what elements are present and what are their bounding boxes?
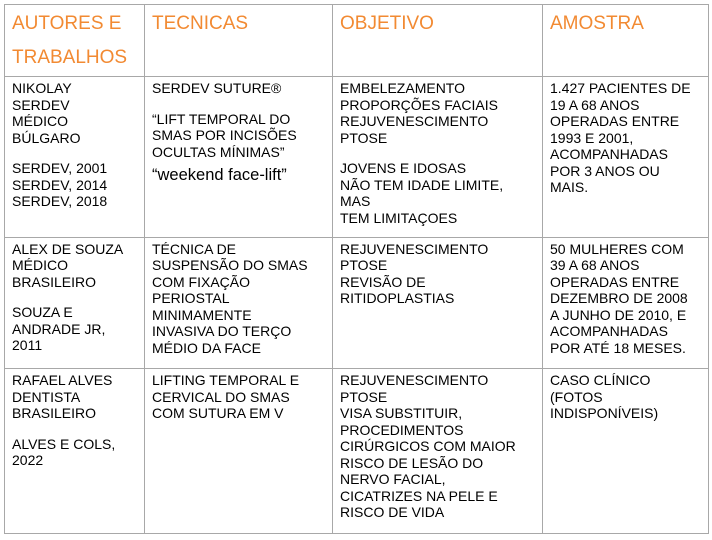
cell-autores [5, 77, 145, 237]
comparison-table [4, 4, 709, 534]
cell-objetivo [333, 369, 543, 534]
cell-objetivo [333, 77, 543, 237]
objective-goals: REJUVENESCIMENTO PTOSE REVISÃO DE RITIDOPLASTIAS [340, 240, 489, 306]
header-autores-label: AUTORES E TRABALHOS [12, 13, 128, 68]
objective-notes: JOVENS E IDOSAS NÃO TEM IDADE LIMITE, MAS TEM LIMITAÇOES [340, 160, 504, 226]
header-row [5, 5, 709, 77]
technique-description: TÉCNICA DE SUSPENSÃO DO SMAS COM FIXAÇÃO PERIOSTAL MINIMAMENTE INVASIVA DO TERÇO MÉDIO DA FACE [152, 240, 308, 356]
table-row [5, 237, 709, 369]
objective-goals: EMBELEZAMENTO PROPORÇÕES FACIAIS REJUVENESCIMENTO PTOSE [340, 80, 498, 146]
sample-description: 1.427 PACIENTES DE 19 A 68 ANOS OPERADAS ENTRE 1993 E 2001, ACOMPANHADAS POR 3 ANOS OU MAIS. [550, 80, 691, 196]
cell-tecnicas [145, 369, 333, 534]
author-refs: SOUZA E ANDRADE JR, 2011 [12, 304, 106, 353]
header-objetivo-label: OBJETIVO [340, 13, 434, 34]
cell-objetivo [333, 237, 543, 369]
header-tecnicas [145, 5, 333, 77]
objective-goals: REJUVENESCIMENTO PTOSE VISA SUBSTITUIR, PROCEDIMENTOS CIRÚRGICOS COM MAIOR RISCO DE LESÃO DO NERVO FACIAL, CICATRIZES NA PELE E RISCO DE VIDA [340, 372, 516, 521]
cell-amostra [543, 369, 709, 534]
cell-amostra [543, 77, 709, 237]
header-tecnicas-label: TECNICAS [152, 13, 249, 34]
cell-tecnicas [145, 237, 333, 369]
technique-nickname: “weekend face-lift” [152, 166, 287, 185]
cell-tecnicas [145, 77, 333, 237]
cell-autores [5, 237, 145, 369]
sample-description: 50 MULHERES COM 39 A 68 ANOS OPERADAS ENTRE DEZEMBRO DE 2008 A JUNHO DE 2010, E ACOMPANHADAS POR ATÉ 18 MESES. [550, 240, 688, 356]
header-autores [5, 5, 145, 77]
header-amostra [543, 5, 709, 77]
cell-amostra [543, 237, 709, 369]
technique-description: “LIFT TEMPORAL DO SMAS POR INCISÕES OCULTAS MÍNIMAS” [152, 110, 297, 160]
table-row [5, 369, 709, 534]
header-objetivo [333, 5, 543, 77]
sample-description: CASO CLÍNICO (FOTOS INDISPONÍVEIS) [550, 372, 659, 422]
table-row [5, 77, 709, 237]
technique-description: LIFTING TEMPORAL E CERVICAL DO SMAS COM SUTURA EM V [152, 372, 300, 422]
cell-autores [5, 369, 145, 534]
author-name: NIKOLAY SERDEV MÉDICO BÚLGARO [12, 80, 81, 146]
author-refs: SERDEV, 2001 SERDEV, 2014 SERDEV, 2018 [12, 160, 108, 210]
author-name: ALEX DE SOUZA MÉDICO BRASILEIRO [12, 240, 124, 290]
author-refs: ALVES E COLS, 2022 [12, 435, 116, 469]
header-amostra-label: AMOSTRA [550, 13, 644, 34]
technique-name: SERDEV SUTURE® [152, 80, 282, 97]
author-name: RAFAEL ALVES DENTISTA BRASILEIRO [12, 372, 113, 422]
